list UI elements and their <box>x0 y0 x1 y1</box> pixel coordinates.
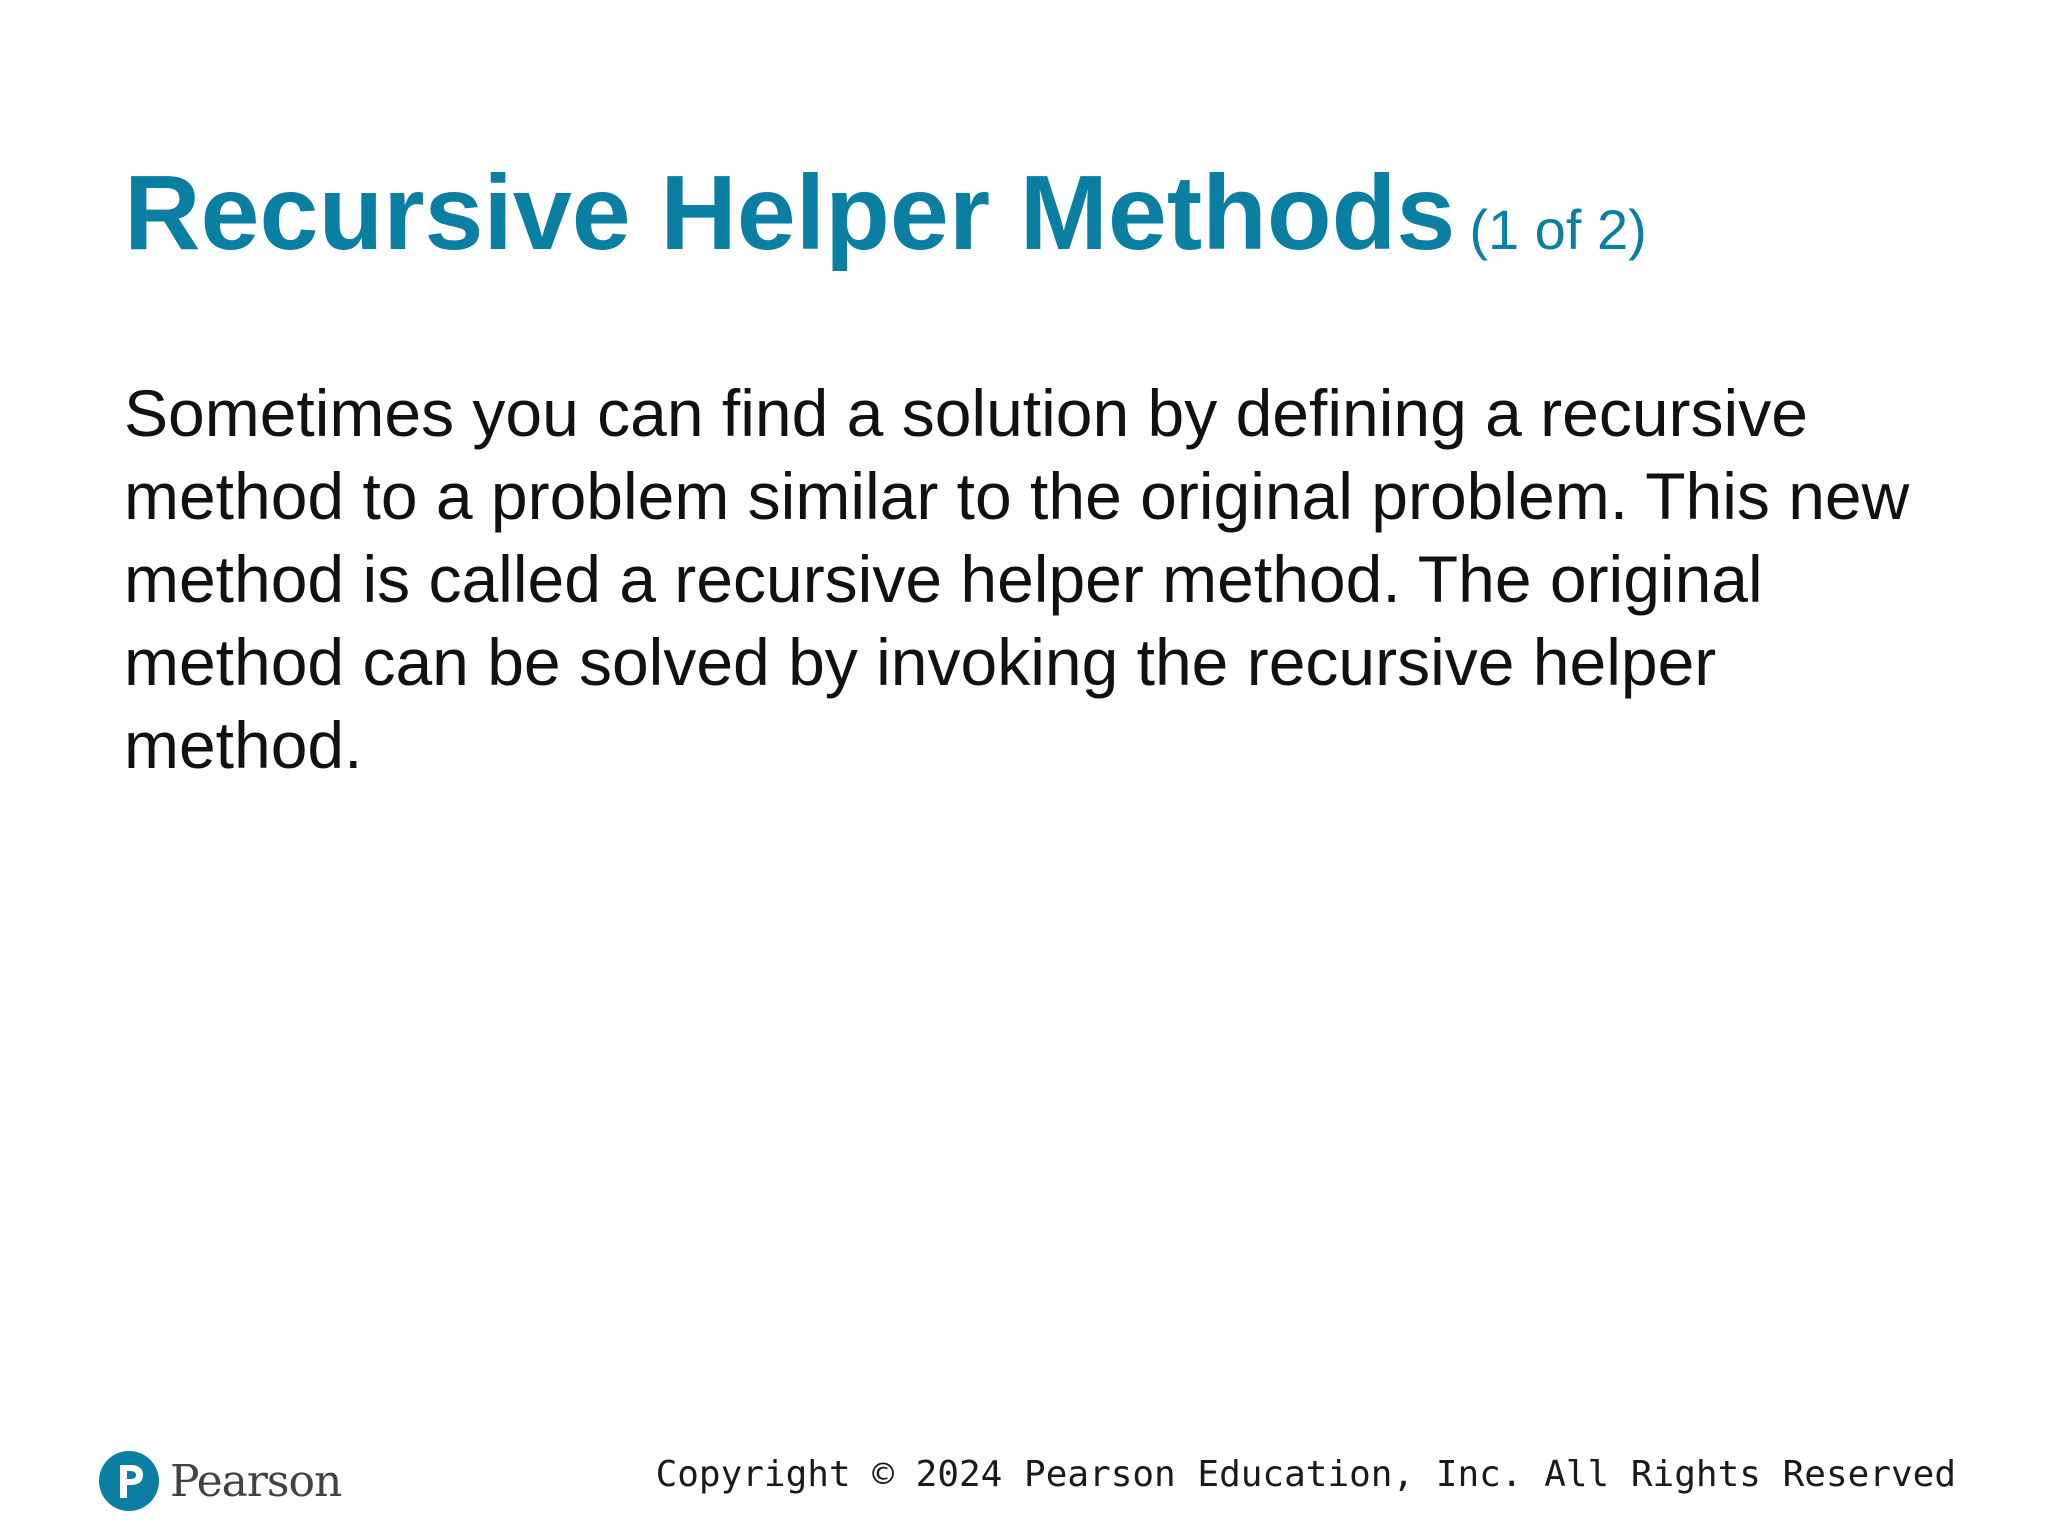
slide-title <box>124 150 1647 277</box>
slide-body-text: Sometimes you can find a solution by defining a recursive method to a problem similar to the original problem. This new method is called a recursive helper method. The original method can be solved by invoking the recursive helper method. <box>124 376 1910 782</box>
pearson-logo-text: Pearson <box>170 1455 342 1507</box>
pearson-logo-icon <box>98 1450 160 1512</box>
pearson-logo <box>98 1450 341 1512</box>
slide-counter: (1 of 2) <box>1469 198 1647 261</box>
copyright-notice: Copyright © 2024 Pearson Education, Inc. All Rights Reserved <box>655 1454 1956 1495</box>
slide-title-text: Recursive Helper Methods <box>124 154 1456 272</box>
